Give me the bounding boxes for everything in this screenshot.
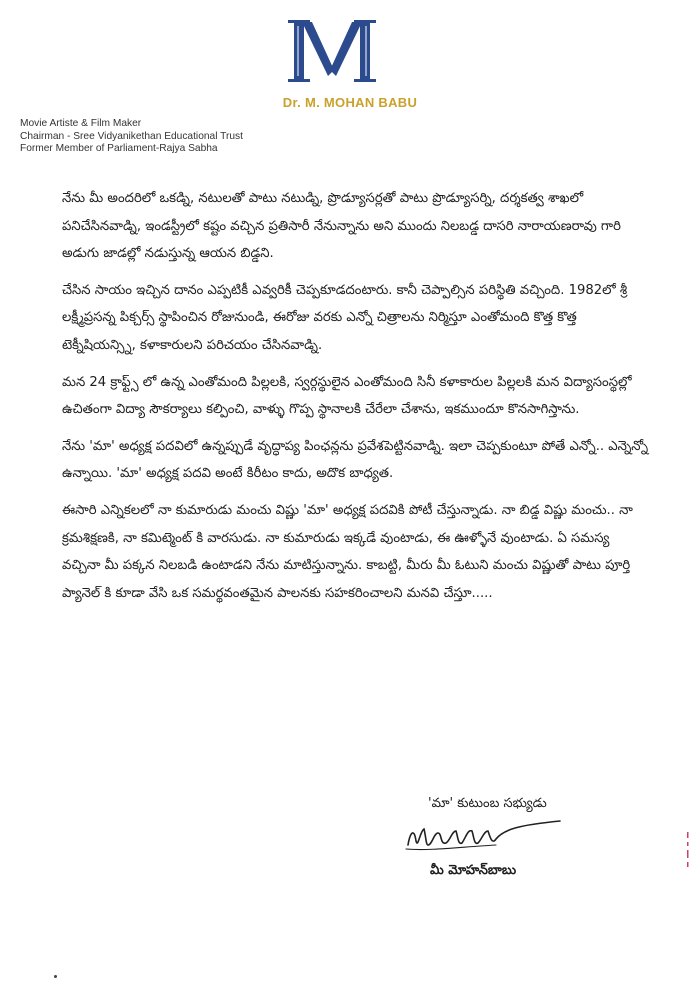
closing-line: 'మా' కుటుంబ సభ్యుడు [428, 796, 547, 811]
letter-body [62, 185, 652, 616]
body-paragraph-3: మన 24 క్రాఫ్ట్స్ లో ఉన్న ఎంతోమంది పిల్లలకి, స్వర్గస్థులైన ఎంతోమంది సినీ కళాకారుల పిల్లలకి మన విద్యాసంస్థల్లో ఉచితంగా విద్యా సౌకర్యాలు కల్పించి, వాళ్ళు గొప్ప స్థానాలకి చేరేలా చేశాను, ఇకముందూ కొనసాగిస్తాను. [62, 374, 632, 418]
m-monogram-logo [288, 18, 376, 84]
signature-icon [400, 815, 570, 857]
body-paragraph-2: చేసిన సాయం ఇచ్చిన దానం ఎప్పటికీ ఎవ్వరికీ చెప్పకూడదంటారు. కానీ చెప్పాల్సిన పరిస్థితి వచ్చింది. 1982లో శ్రీ లక్ష్మీప్రసన్న పిక్చర్స్ స్థాపించిన రోజునుండి, ఈరోజు వరకు ఎన్నో చిత్రాలను నిర్మిస్తూ ఎంతోమంది కొత్త కొత్త టెక్నీషియన్స్ని, కళాకారులని పరిచయం చేసినవాడ్ని. [62, 282, 628, 353]
credential-line: Former Member of Parliament-Rajya Sabha [20, 143, 218, 154]
letterhead-name: Dr. M. MOHAN BABU [282, 95, 418, 110]
signer-name: మీ మోహన్‌బాబు [430, 863, 517, 878]
m-logo-icon [288, 18, 376, 84]
handwritten-signature [400, 815, 570, 857]
scan-speck [54, 975, 57, 978]
body-paragraph-5: ఈసారి ఎన్నికలలో నా కుమారుడు మంచు విష్ణు 'మా' అధ్యక్ష పదవికి పోటీ చేస్తున్నాడు. నా బిడ్డ విష్ణు మంచు.. నా క్రమశిక్షణకి, నా కమిట్మెంట్ కి వారసుడు. నా కుమారుడు ఇక్కడే వుంటాడు, ఈ ఊళ్ళోనే వుంటాడు. ఏ సమస్య వచ్చినా మీ పక్కన నిలబడి ఉంటాడని నేను మాటిస్తున్నాను. కాబట్టి, మీరు మీ ఓటుని మంచు విష్ణుతో పాటు పూర్తి ప్యానెల్ కి కూడా వేసి ఒక సమర్థవంతమైన పాలనకు సహకరించాలని మనవి చేస్తూ..... [62, 502, 633, 601]
margin-stamp-mark [684, 832, 692, 872]
body-paragraph-4: నేను 'మా' అధ్యక్ష పదవిలో ఉన్నప్పుడే వృద్ధాప్య పింఛన్లను ప్రవేశపెట్టినవాడ్ని. ఇలా చెప్పకుంటూ పోతే ఎన్నో.. ఎన్నెన్నో ఉన్నాయి. 'మా' అధ్యక్ష పదవి అంటే కిరీటం కాదు, అదొక బాధ్యత. [62, 438, 649, 482]
body-paragraph-1: నేను మీ అందరిలో ఒకడ్ని, నటులతో పాటు నటుడ్ని, ప్రొడ్యూసర్లతో పాటు ప్రొడ్యూసర్ని, దర్శకత్వ శాఖలో పనిచేసినవాడ్ని, ఇండస్ట్రీలో కష్టం వచ్చిన ప్రతిసారీ నేనున్నాను అని ముందు నిలబడ్డ దాసరి నారాయణరావు గారి అడుగు జాడల్లో నడుస్తున్న ఆయన బిడ్డని. [62, 191, 621, 262]
credential-line: Chairman - Sree Vidyanikethan Educational Trust [20, 130, 243, 142]
margin-mark-icon [684, 832, 692, 872]
letterhead-credentials [20, 118, 243, 156]
credential-line: Movie Artiste & Film Maker [20, 118, 142, 129]
